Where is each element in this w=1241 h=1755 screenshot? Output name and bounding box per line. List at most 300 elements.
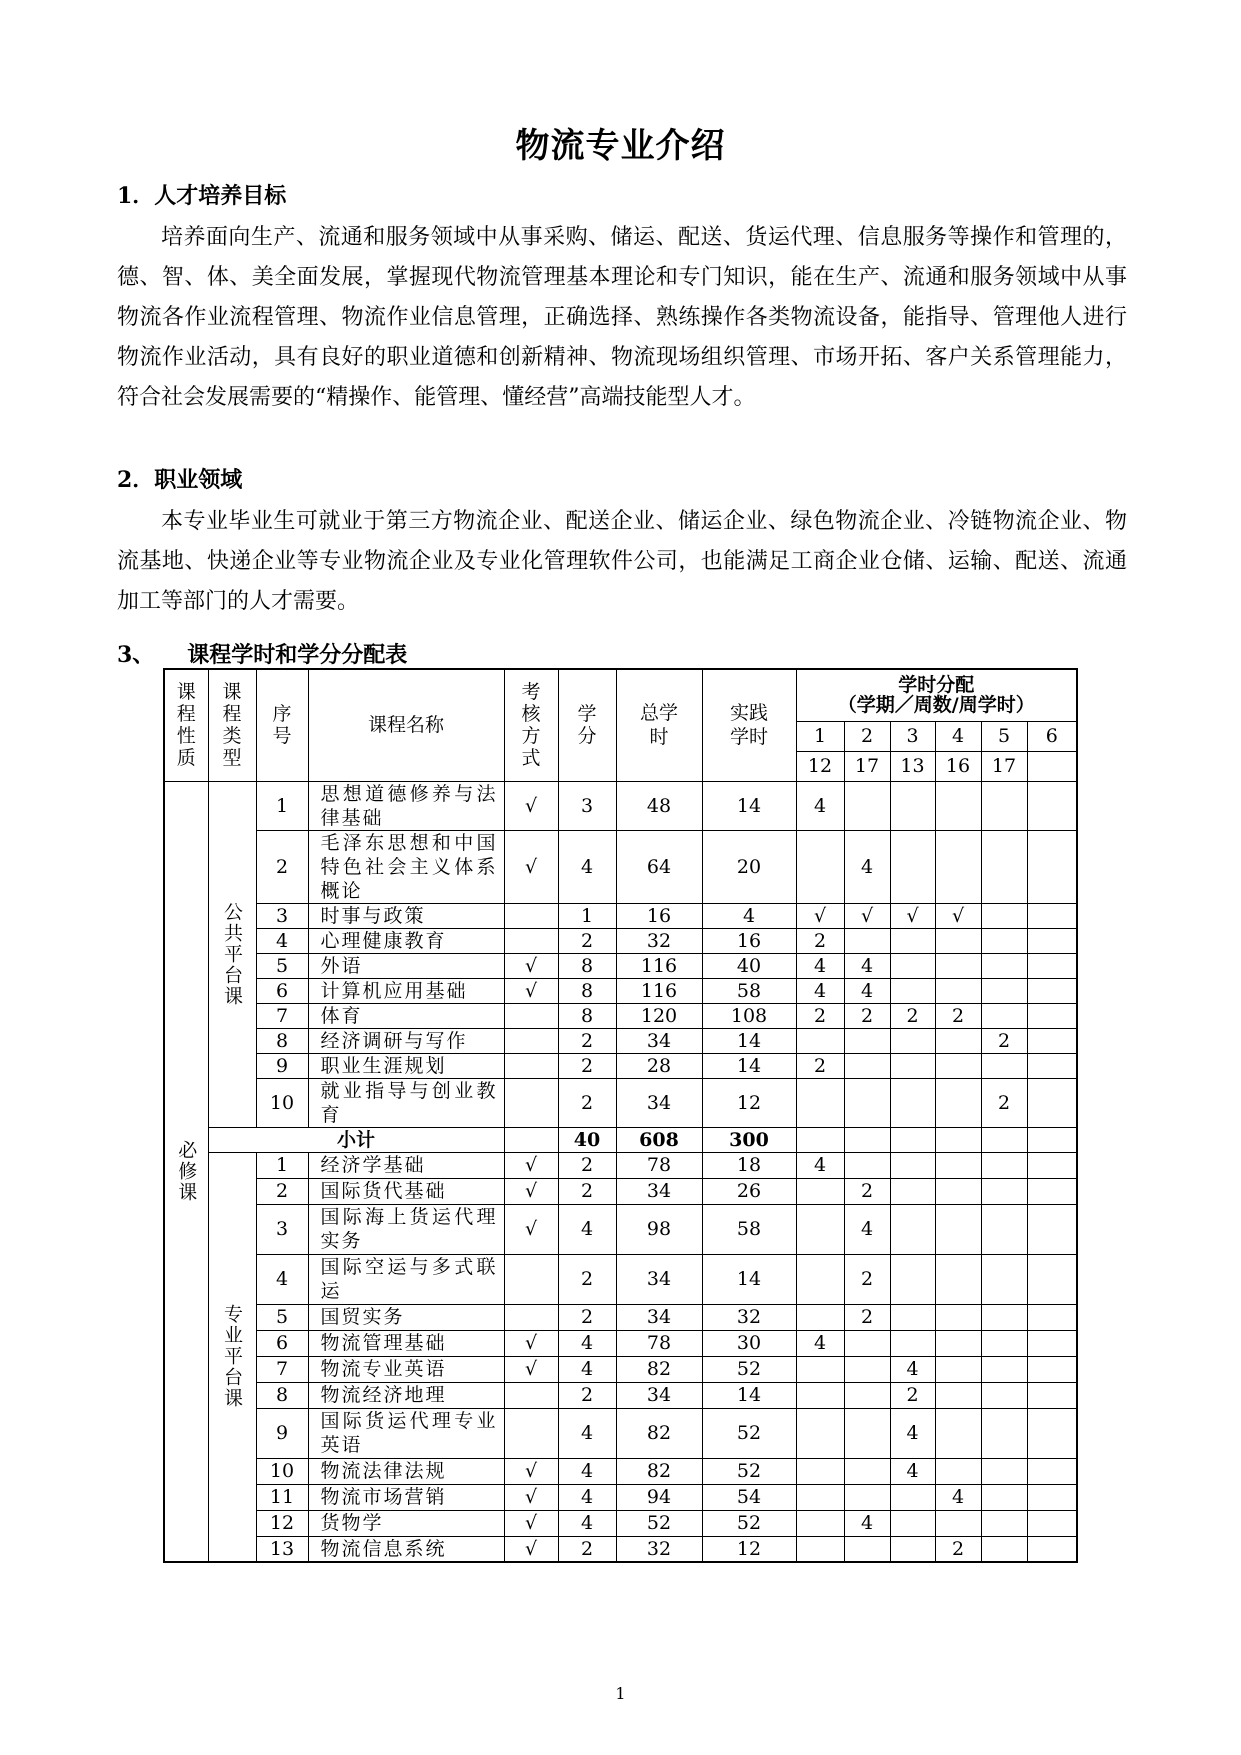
section-heading-talent-goal: 1．人才培养目标 [117, 183, 287, 209]
cell-course-name: 国际空运与多式联运 [308, 1254, 504, 1304]
cell-seq: 12 [256, 1510, 308, 1536]
cell-seq: 6 [256, 1330, 308, 1356]
cell-term-6 [1027, 1330, 1077, 1356]
cell-term-3 [890, 1304, 935, 1330]
cell-term-6 [1027, 1458, 1077, 1484]
course-hours-credit-table [163, 668, 1078, 1563]
cell-group-public: 公共平台课 [208, 781, 256, 1127]
cell-term-3 [890, 1254, 935, 1304]
cell-credit: 4 [558, 1510, 616, 1536]
cell-credit: 2 [558, 1152, 616, 1178]
cell-total-hours: 34 [616, 1382, 702, 1408]
cell-term-3 [890, 781, 935, 830]
subtotal-practice-hours: 300 [702, 1127, 796, 1152]
header-weeks-term-3: 13 [890, 751, 935, 781]
cell-term-1 [796, 1078, 844, 1127]
subtotal-exam [504, 1127, 558, 1152]
cell-practice-hours: 26 [702, 1178, 796, 1204]
cell-term-1: 2 [796, 1003, 844, 1028]
cell-term-2 [844, 1356, 890, 1382]
table-row [164, 1330, 1077, 1356]
cell-term-6 [1027, 1078, 1077, 1127]
cell-total-hours: 98 [616, 1204, 702, 1254]
cell-term-3: 4 [890, 1356, 935, 1382]
cell-practice-hours: 52 [702, 1408, 796, 1458]
header-hour-allocation: 学时分配 （学期／周数/周学时） [796, 669, 1077, 721]
cell-term-1 [796, 1382, 844, 1408]
cell-term-3 [890, 1510, 935, 1536]
cell-seq: 2 [256, 830, 308, 903]
cell-term-2 [844, 1028, 890, 1053]
cell-term-5 [981, 1254, 1027, 1304]
cell-total-hours: 28 [616, 1053, 702, 1078]
table-row [164, 1053, 1077, 1078]
cell-term-2: 4 [844, 1204, 890, 1254]
cell-term-4 [935, 978, 981, 1003]
cell-total-hours: 48 [616, 781, 702, 830]
cell-term-4 [935, 1028, 981, 1053]
cell-term-4 [935, 1254, 981, 1304]
cell-practice-hours: 30 [702, 1330, 796, 1356]
cell-term-2 [844, 1536, 890, 1562]
cell-term-1 [796, 1178, 844, 1204]
cell-term-1 [796, 1254, 844, 1304]
cell-term-6 [1027, 830, 1077, 903]
cell-course-name: 物流法律法规 [308, 1458, 504, 1484]
cell-exam: √ [504, 978, 558, 1003]
cell-term-4 [935, 1330, 981, 1356]
cell-term-1 [796, 1204, 844, 1254]
cell-seq: 9 [256, 1408, 308, 1458]
header-term-2: 2 [844, 721, 890, 751]
header-exam-method: 考核方式 [504, 669, 558, 781]
cell-term-6 [1027, 1484, 1077, 1510]
section-paragraph-career-field: 本专业毕业生可就业于第三方物流企业、配送企业、储运企业、绿色物流企业、冷链物流企业、物流基地、快递企业等专业物流企业及专业化管理软件公司，也能满足工商企业仓储、运输、配送、流通加工等部门的人才需要。 [117, 509, 1127, 614]
cell-exam [504, 1408, 558, 1458]
cell-term-1 [796, 1458, 844, 1484]
cell-term-6 [1027, 1254, 1077, 1304]
header-weeks-term-4: 16 [935, 751, 981, 781]
cell-term-1 [796, 1510, 844, 1536]
cell-seq: 9 [256, 1053, 308, 1078]
cell-term-4 [935, 1356, 981, 1382]
cell-practice-hours: 108 [702, 1003, 796, 1028]
cell-term-4 [935, 1382, 981, 1408]
cell-total-hours: 34 [616, 1028, 702, 1053]
cell-nature-required: 必修课 [164, 781, 208, 1562]
cell-term-6 [1027, 1178, 1077, 1204]
cell-exam [504, 903, 558, 928]
cell-term-5 [981, 1178, 1027, 1204]
cell-exam: √ [504, 830, 558, 903]
cell-term-4 [935, 781, 981, 830]
cell-term-3 [890, 953, 935, 978]
header-seq: 序号 [256, 669, 308, 781]
table-row [164, 978, 1077, 1003]
cell-course-name: 物流专业英语 [308, 1356, 504, 1382]
cell-course-name: 思想道德修养与法律基础 [308, 781, 504, 830]
cell-term-2 [844, 1330, 890, 1356]
table-row [164, 781, 1077, 830]
cell-term-4 [935, 1458, 981, 1484]
cell-term-3 [890, 1152, 935, 1178]
table-row [164, 1178, 1077, 1204]
cell-practice-hours: 12 [702, 1078, 796, 1127]
cell-term-2: 2 [844, 1178, 890, 1204]
cell-term-6 [1027, 781, 1077, 830]
header-term-3: 3 [890, 721, 935, 751]
cell-practice-hours: 32 [702, 1304, 796, 1330]
cell-term-3 [890, 1484, 935, 1510]
cell-exam: √ [504, 781, 558, 830]
cell-practice-hours: 52 [702, 1510, 796, 1536]
cell-course-name: 计算机应用基础 [308, 978, 504, 1003]
cell-credit: 2 [558, 1304, 616, 1330]
page-title: 物流专业介绍 [515, 126, 726, 166]
table-row [164, 953, 1077, 978]
cell-credit: 4 [558, 1204, 616, 1254]
cell-course-name: 国际货运代理专业英语 [308, 1408, 504, 1458]
cell-term-1: 4 [796, 1330, 844, 1356]
cell-seq: 3 [256, 903, 308, 928]
cell-term-4 [935, 928, 981, 953]
cell-term-2 [844, 928, 890, 953]
cell-credit: 3 [558, 781, 616, 830]
cell-term-5 [981, 830, 1027, 903]
header-course-type: 课程类型 [208, 669, 256, 781]
cell-term-5 [981, 1458, 1027, 1484]
cell-exam [504, 1304, 558, 1330]
subtotal-term-3 [890, 1127, 935, 1152]
cell-credit: 2 [558, 1178, 616, 1204]
subtotal-term-1 [796, 1127, 844, 1152]
cell-total-hours: 16 [616, 903, 702, 928]
header-term-6: 6 [1027, 721, 1077, 751]
cell-term-4 [935, 1178, 981, 1204]
cell-term-6 [1027, 928, 1077, 953]
cell-term-3 [890, 1178, 935, 1204]
cell-total-hours: 82 [616, 1356, 702, 1382]
cell-term-1 [796, 1304, 844, 1330]
section-paragraph-talent-goal: 培养面向生产、流通和服务领域中从事采购、储运、配送、货运代理、信息服务等操作和管理的，德、智、体、美全面发展，掌握现代物流管理基本理论和专门知识，能在生产、流通和服务领域中从事物流各作业流程管理、物流作业信息管理，正确选择、熟练操作各类物流设备，能指导、管理他人进行物流作业活动，具有良好的职业道德和创新精神、物流现场组织管理、市场开拓、客户关系管理能力，符合社会发展需要的“精操作、能管理、懂经营”高端技能型人才。 [117, 225, 1127, 410]
header-total-hours: 总学时 [616, 669, 702, 781]
cell-term-2: √ [844, 903, 890, 928]
cell-term-2: 4 [844, 953, 890, 978]
cell-term-6 [1027, 1003, 1077, 1028]
cell-total-hours: 34 [616, 1304, 702, 1330]
cell-term-5 [981, 953, 1027, 978]
cell-term-5 [981, 781, 1027, 830]
cell-exam [504, 1382, 558, 1408]
cell-course-name: 国际海上货运代理实务 [308, 1204, 504, 1254]
cell-total-hours: 52 [616, 1510, 702, 1536]
cell-practice-hours: 4 [702, 903, 796, 928]
cell-term-3 [890, 1078, 935, 1127]
cell-total-hours: 78 [616, 1330, 702, 1356]
cell-practice-hours: 14 [702, 781, 796, 830]
cell-term-5 [981, 1152, 1027, 1178]
cell-total-hours: 64 [616, 830, 702, 903]
cell-term-1: 4 [796, 1152, 844, 1178]
cell-term-1: 4 [796, 953, 844, 978]
cell-term-2 [844, 1078, 890, 1127]
cell-exam: √ [504, 1152, 558, 1178]
cell-exam [504, 928, 558, 953]
cell-course-name: 物流经济地理 [308, 1382, 504, 1408]
cell-seq: 6 [256, 978, 308, 1003]
cell-seq: 7 [256, 1356, 308, 1382]
header-term-4: 4 [935, 721, 981, 751]
header-course-name: 课程名称 [308, 669, 504, 781]
cell-term-4: 4 [935, 1484, 981, 1510]
table-row [164, 1484, 1077, 1510]
cell-term-1 [796, 1408, 844, 1458]
cell-term-6 [1027, 1356, 1077, 1382]
cell-term-4 [935, 1078, 981, 1127]
cell-course-name: 国贸实务 [308, 1304, 504, 1330]
cell-term-2: 4 [844, 830, 890, 903]
table-row [164, 1510, 1077, 1536]
table-row [164, 1152, 1077, 1178]
table-row [164, 1536, 1077, 1562]
cell-total-hours: 78 [616, 1152, 702, 1178]
cell-term-5 [981, 1053, 1027, 1078]
cell-exam [504, 1053, 558, 1078]
cell-term-4 [935, 830, 981, 903]
subtotal-term-2 [844, 1127, 890, 1152]
section-heading-course-table: 3、 课程学时和学分分配表 [117, 642, 408, 668]
cell-term-5 [981, 928, 1027, 953]
cell-seq: 7 [256, 1003, 308, 1028]
cell-total-hours: 82 [616, 1458, 702, 1484]
cell-exam [504, 1078, 558, 1127]
cell-practice-hours: 16 [702, 928, 796, 953]
cell-term-4: 2 [935, 1003, 981, 1028]
cell-term-1: 4 [796, 978, 844, 1003]
cell-credit: 2 [558, 1028, 616, 1053]
cell-term-1: √ [796, 903, 844, 928]
cell-term-6 [1027, 1204, 1077, 1254]
cell-practice-hours: 14 [702, 1382, 796, 1408]
cell-exam [504, 1028, 558, 1053]
cell-term-3 [890, 830, 935, 903]
cell-practice-hours: 12 [702, 1536, 796, 1562]
cell-course-name: 外语 [308, 953, 504, 978]
cell-term-6 [1027, 1536, 1077, 1562]
cell-credit: 2 [558, 1254, 616, 1304]
cell-course-name: 物流市场营销 [308, 1484, 504, 1510]
cell-seq: 3 [256, 1204, 308, 1254]
cell-exam: √ [504, 1178, 558, 1204]
cell-term-1 [796, 1028, 844, 1053]
cell-practice-hours: 54 [702, 1484, 796, 1510]
cell-term-1: 2 [796, 1053, 844, 1078]
header-weeks-term-6 [1027, 751, 1077, 781]
cell-term-4: √ [935, 903, 981, 928]
cell-course-name: 就业指导与创业教育 [308, 1078, 504, 1127]
cell-term-6 [1027, 953, 1077, 978]
table-row [164, 830, 1077, 903]
cell-term-2: 2 [844, 1003, 890, 1028]
cell-term-2 [844, 1053, 890, 1078]
cell-exam: √ [504, 953, 558, 978]
cell-total-hours: 94 [616, 1484, 702, 1510]
cell-total-hours: 82 [616, 1408, 702, 1458]
cell-term-1: 4 [796, 781, 844, 830]
cell-total-hours: 32 [616, 928, 702, 953]
subtotal-credit: 40 [558, 1127, 616, 1152]
cell-term-1: 2 [796, 928, 844, 953]
cell-seq: 4 [256, 928, 308, 953]
cell-course-name: 经济学基础 [308, 1152, 504, 1178]
cell-credit: 4 [558, 1356, 616, 1382]
cell-practice-hours: 14 [702, 1053, 796, 1078]
cell-credit: 1 [558, 903, 616, 928]
cell-course-name: 时事与政策 [308, 903, 504, 928]
cell-course-name: 物流信息系统 [308, 1536, 504, 1562]
cell-term-2 [844, 781, 890, 830]
cell-term-1 [796, 1484, 844, 1510]
cell-credit: 4 [558, 1484, 616, 1510]
cell-course-name: 体育 [308, 1003, 504, 1028]
cell-term-4 [935, 1510, 981, 1536]
cell-term-4 [935, 1408, 981, 1458]
cell-seq: 8 [256, 1028, 308, 1053]
cell-credit: 8 [558, 1003, 616, 1028]
table-row [164, 1003, 1077, 1028]
cell-term-3 [890, 1028, 935, 1053]
cell-term-1 [796, 830, 844, 903]
cell-seq: 10 [256, 1078, 308, 1127]
cell-seq: 5 [256, 953, 308, 978]
cell-practice-hours: 40 [702, 953, 796, 978]
cell-term-3 [890, 1204, 935, 1254]
cell-total-hours: 34 [616, 1254, 702, 1304]
cell-credit: 2 [558, 1053, 616, 1078]
section-heading-career-field: 2．职业领域 [117, 467, 243, 493]
cell-seq: 13 [256, 1536, 308, 1562]
cell-term-2: 4 [844, 1510, 890, 1536]
table-header-row-1 [164, 669, 1077, 721]
cell-total-hours: 116 [616, 953, 702, 978]
cell-seq: 2 [256, 1178, 308, 1204]
header-term-1: 1 [796, 721, 844, 751]
subtotal-label: 小计 [208, 1127, 504, 1152]
table-row [164, 1204, 1077, 1254]
subtotal-row [164, 1127, 1077, 1152]
cell-practice-hours: 52 [702, 1458, 796, 1484]
cell-term-5 [981, 1382, 1027, 1408]
cell-exam: √ [504, 1458, 558, 1484]
cell-term-5 [981, 1204, 1027, 1254]
cell-practice-hours: 58 [702, 978, 796, 1003]
cell-term-5 [981, 1003, 1027, 1028]
cell-term-6 [1027, 1408, 1077, 1458]
cell-exam: √ [504, 1356, 558, 1382]
cell-course-name: 职业生涯规划 [308, 1053, 504, 1078]
cell-term-5 [981, 1356, 1027, 1382]
table-row [164, 1356, 1077, 1382]
cell-seq: 8 [256, 1382, 308, 1408]
cell-term-6 [1027, 1304, 1077, 1330]
cell-seq: 5 [256, 1304, 308, 1330]
cell-practice-hours: 58 [702, 1204, 796, 1254]
cell-exam: √ [504, 1484, 558, 1510]
cell-exam [504, 1254, 558, 1304]
cell-term-3 [890, 1330, 935, 1356]
cell-term-2: 4 [844, 978, 890, 1003]
page-number: 1 [615, 1684, 626, 1703]
cell-exam: √ [504, 1510, 558, 1536]
cell-term-1 [796, 1356, 844, 1382]
cell-course-name: 物流管理基础 [308, 1330, 504, 1356]
cell-term-5 [981, 1510, 1027, 1536]
cell-exam: √ [504, 1330, 558, 1356]
cell-seq: 11 [256, 1484, 308, 1510]
cell-term-5 [981, 1484, 1027, 1510]
cell-credit: 2 [558, 928, 616, 953]
table-row [164, 1028, 1077, 1053]
cell-credit: 4 [558, 830, 616, 903]
cell-term-3 [890, 978, 935, 1003]
cell-term-5 [981, 1408, 1027, 1458]
cell-term-3: 4 [890, 1408, 935, 1458]
cell-term-6 [1027, 1028, 1077, 1053]
cell-practice-hours: 14 [702, 1254, 796, 1304]
header-credit: 学分 [558, 669, 616, 781]
cell-term-2 [844, 1458, 890, 1484]
cell-credit: 4 [558, 1458, 616, 1484]
cell-credit: 2 [558, 1078, 616, 1127]
cell-exam: √ [504, 1536, 558, 1562]
table-row [164, 1078, 1077, 1127]
cell-term-5: 2 [981, 1028, 1027, 1053]
cell-credit: 8 [558, 978, 616, 1003]
cell-term-5 [981, 1536, 1027, 1562]
cell-term-5 [981, 1330, 1027, 1356]
cell-term-5 [981, 903, 1027, 928]
cell-term-3 [890, 1053, 935, 1078]
cell-exam [504, 1003, 558, 1028]
cell-term-3: 4 [890, 1458, 935, 1484]
cell-practice-hours: 18 [702, 1152, 796, 1178]
cell-term-2 [844, 1382, 890, 1408]
cell-term-2 [844, 1408, 890, 1458]
cell-practice-hours: 20 [702, 830, 796, 903]
header-weeks-term-5: 17 [981, 751, 1027, 781]
cell-term-4 [935, 1152, 981, 1178]
header-practice-hours: 实践学时 [702, 669, 796, 781]
cell-term-6 [1027, 1382, 1077, 1408]
cell-term-6 [1027, 978, 1077, 1003]
table-row [164, 1304, 1077, 1330]
cell-term-2: 2 [844, 1254, 890, 1304]
cell-term-2 [844, 1152, 890, 1178]
cell-total-hours: 120 [616, 1003, 702, 1028]
cell-term-4 [935, 1204, 981, 1254]
header-weeks-term-2: 17 [844, 751, 890, 781]
cell-practice-hours: 52 [702, 1356, 796, 1382]
cell-exam: √ [504, 1204, 558, 1254]
cell-course-name: 毛泽东思想和中国特色社会主义体系概论 [308, 830, 504, 903]
cell-term-5 [981, 1304, 1027, 1330]
subtotal-term-6 [1027, 1127, 1077, 1152]
cell-term-1 [796, 1536, 844, 1562]
cell-credit: 2 [558, 1382, 616, 1408]
cell-total-hours: 34 [616, 1078, 702, 1127]
cell-term-6 [1027, 903, 1077, 928]
cell-term-6 [1027, 1152, 1077, 1178]
